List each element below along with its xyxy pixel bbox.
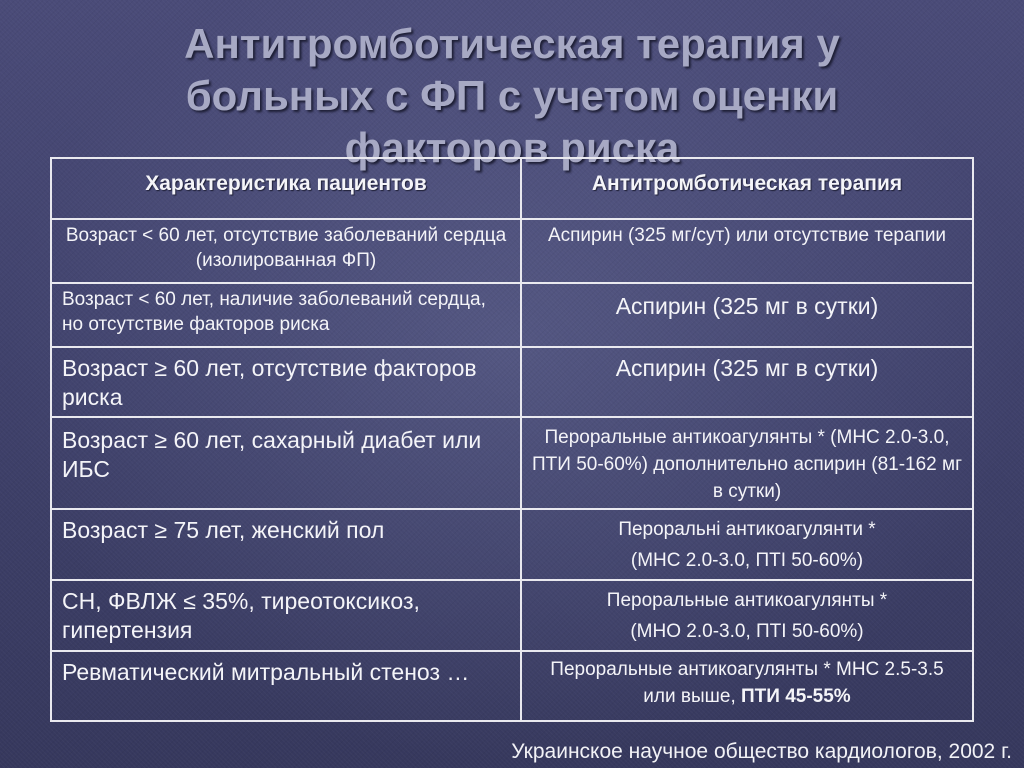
therapy-cell — [521, 651, 973, 721]
patient-cell: СН, ФВЛЖ ≤ 35%, тиреотоксикоз, гипертензия — [51, 580, 521, 651]
header-antithrombotic-therapy: Антитромботическая терапия — [521, 158, 973, 219]
patient-cell: Возраст ≥ 60 лет, сахарный диабет или ИБС — [51, 417, 521, 509]
therapy-table — [50, 157, 974, 722]
therapy-cell: Аспирин (325 мг в сутки) — [521, 283, 973, 347]
slide-title — [0, 18, 1024, 174]
therapy-text: Пероральные антикоагулянты * МНС 2.5-3.5 или выше, — [550, 659, 944, 707]
therapy-cell — [521, 509, 973, 580]
title-line-3: факторов риска — [344, 124, 680, 171]
therapy-line: Пероральні антикоагулянти * — [618, 519, 876, 540]
header-patient-characteristics: Характеристика пациентов — [51, 158, 521, 219]
therapy-cell: Аспирин (325 мг в сутки) — [521, 347, 973, 417]
therapy-line: (МНС 2.0-3.0, ПТІ 50-60%) — [630, 550, 864, 571]
therapy-cell: Пероральные антикоагулянты * (МНС 2.0-3.0, ПТИ 50-60%) дополнительно аспирин (81-162 мг в сутки) — [521, 417, 973, 509]
therapy-cell — [521, 580, 973, 651]
patient-cell: Ревматический митральный стеноз … — [51, 651, 521, 721]
table-row — [51, 509, 973, 580]
patient-cell: Возраст < 60 лет, отсутствие заболеваний сердца (изолированная ФП) — [51, 219, 521, 283]
therapy-line: (МНО 2.0-3.0, ПТІ 50-60%) — [630, 621, 864, 642]
therapy-line: Пероральные антикоагулянты * — [606, 590, 888, 611]
table-row — [51, 283, 973, 347]
source-footer: Украинское научное общество кардиологов, 2002 г. — [511, 740, 1012, 763]
table-row — [51, 219, 973, 283]
table-header-row — [51, 158, 973, 219]
therapy-cell: Аспирин (325 мг/сут) или отсутствие терапии — [521, 219, 973, 283]
table-row — [51, 417, 973, 509]
title-line-1: Антитромботическая терапия у — [184, 20, 840, 67]
patient-cell: Возраст ≥ 60 лет, отсутствие факторов риска — [51, 347, 521, 417]
title-line-2: больных с ФП с учетом оценки — [185, 72, 839, 119]
table-row — [51, 580, 973, 651]
patient-cell: Возраст ≥ 75 лет, женский пол — [51, 509, 521, 580]
therapy-pti-bold: ПТИ 45-55% — [741, 686, 851, 707]
patient-cell: Возраст < 60 лет, наличие заболеваний сердца, но отсутствие факторов риска — [51, 283, 521, 347]
table-row — [51, 651, 973, 721]
table-row — [51, 347, 973, 417]
